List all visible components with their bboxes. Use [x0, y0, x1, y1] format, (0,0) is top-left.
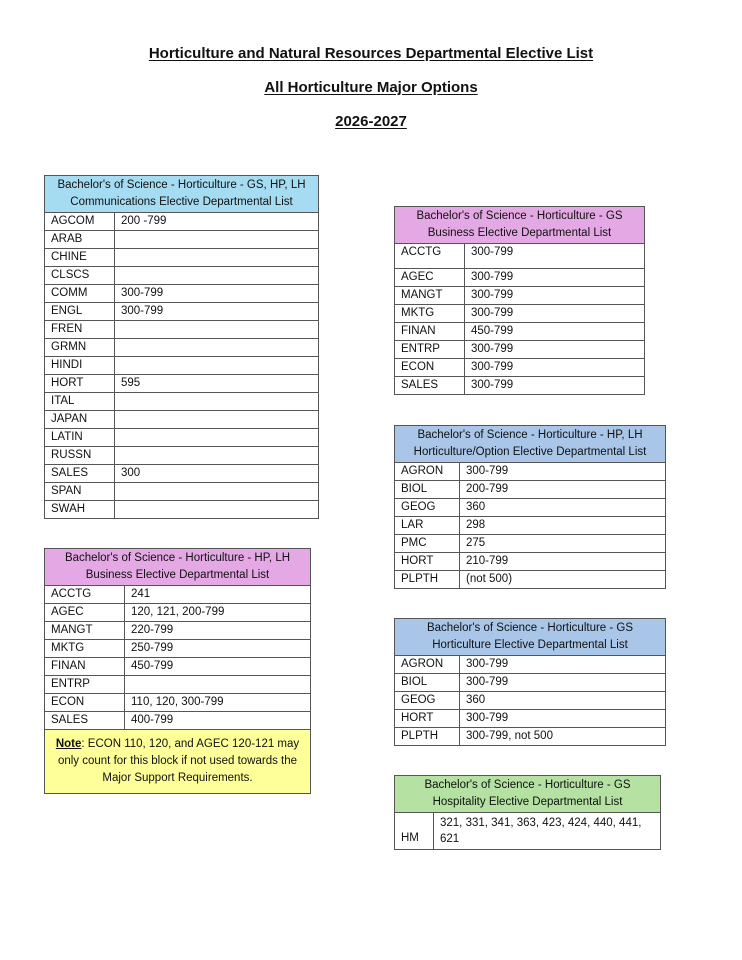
- course-code: AGCOM: [45, 213, 115, 231]
- course-range: 300-799: [465, 269, 645, 287]
- course-code: PMC: [395, 535, 460, 553]
- table-title: [395, 426, 666, 463]
- course-range: (not 500): [460, 571, 666, 589]
- table-row: [395, 710, 666, 728]
- course-code: ACCTG: [45, 586, 125, 604]
- course-code: GEOG: [395, 692, 460, 710]
- table-row: [395, 813, 661, 850]
- page-title: Horticulture and Natural Resources Departmental Elective List: [148, 45, 594, 62]
- course-code: HORT: [395, 553, 460, 571]
- table-row: [395, 571, 666, 589]
- table-title: [45, 176, 319, 213]
- course-code: CLSCS: [45, 267, 115, 285]
- course-code: SALES: [45, 712, 125, 730]
- course-code: PLPTH: [395, 571, 460, 589]
- course-code: SALES: [395, 377, 465, 395]
- table-header: [395, 426, 666, 463]
- course-range: 200 -799: [115, 213, 319, 231]
- course-range: 300-799: [460, 656, 666, 674]
- table-row: [395, 499, 666, 517]
- note: [45, 730, 311, 794]
- academic-year: 2026-2027: [335, 113, 407, 130]
- course-range: [115, 447, 319, 465]
- course-range: [115, 483, 319, 501]
- table-title-line1: Bachelor's of Science - Horticulture - HP, LH: [417, 429, 643, 441]
- course-code: MKTG: [395, 305, 465, 323]
- course-range: [115, 267, 319, 285]
- course-code: MANGT: [395, 287, 465, 305]
- table-row: [45, 658, 311, 676]
- course-code: HORT: [45, 375, 115, 393]
- table-row: [395, 305, 645, 323]
- course-code: PLPTH: [395, 728, 460, 746]
- course-range: 450-799: [465, 323, 645, 341]
- page-subtitle: All Horticulture Major Options: [264, 79, 478, 96]
- course-range: [115, 393, 319, 411]
- course-range: [115, 357, 319, 375]
- table-row: [395, 377, 645, 395]
- course-code: COMM: [45, 285, 115, 303]
- course-range: 250-799: [125, 640, 311, 658]
- business-elective-table-gs: [394, 206, 645, 395]
- table-row: [395, 287, 645, 305]
- table-row: [395, 323, 645, 341]
- table-row: [45, 622, 311, 640]
- table-title-line2: Business Elective Departmental List: [85, 569, 270, 581]
- course-code: FINAN: [395, 323, 465, 341]
- table-row: [45, 676, 311, 694]
- table-row: [395, 656, 666, 674]
- course-code: BIOL: [395, 674, 460, 692]
- table-row: [45, 375, 319, 393]
- course-code: LATIN: [45, 429, 115, 447]
- table-row: [45, 357, 319, 375]
- course-code: ECON: [45, 694, 125, 712]
- course-range: 300-799: [465, 341, 645, 359]
- table-row: [45, 393, 319, 411]
- course-range: 210-799: [460, 553, 666, 571]
- course-range: [115, 249, 319, 267]
- course-range: 300-799: [460, 710, 666, 728]
- table-title-line2: Horticulture Elective Departmental List: [432, 639, 628, 651]
- course-code: CHINE: [45, 249, 115, 267]
- course-range: [115, 321, 319, 339]
- table-row: [45, 231, 319, 249]
- note-row: [45, 730, 311, 794]
- course-range: 300-799: [460, 674, 666, 692]
- table-row: [395, 481, 666, 499]
- course-code: SPAN: [45, 483, 115, 501]
- table-row: [45, 321, 319, 339]
- table-title: [395, 776, 661, 813]
- course-code: ARAB: [45, 231, 115, 249]
- course-range: 300-799: [115, 285, 319, 303]
- table-title-line1: Bachelor's of Science - Horticulture - GS: [416, 210, 623, 222]
- table-title-line2: Hospitality Elective Departmental List: [432, 796, 623, 808]
- table-row: [45, 339, 319, 357]
- table-header: [395, 619, 666, 656]
- business-elective-table-hp-lh: [44, 548, 311, 794]
- course-range: [115, 429, 319, 447]
- table-header: [395, 776, 661, 813]
- course-range: 275: [460, 535, 666, 553]
- table-title-line1: Bachelor's of Science - Horticulture - GS, HP, LH: [57, 179, 306, 191]
- course-range: 110, 120, 300-799: [125, 694, 311, 712]
- course-code: ENTRP: [45, 676, 125, 694]
- course-range: 200-799: [460, 481, 666, 499]
- note-text: : ECON 110, 120, and AGEC 120-121 may only count for this block if not used towards the Major Support Requirements.: [57, 738, 300, 784]
- course-code: HORT: [395, 710, 460, 728]
- table-row: [395, 269, 645, 287]
- horticulture-elective-table-gs: [394, 618, 666, 746]
- course-code: ENTRP: [395, 341, 465, 359]
- table-title-line2: Business Elective Departmental List: [427, 227, 612, 239]
- course-range: 120, 121, 200-799: [125, 604, 311, 622]
- course-range: 300-799: [465, 305, 645, 323]
- table-row: [45, 604, 311, 622]
- table-title: [395, 207, 645, 244]
- course-range: 360: [460, 692, 666, 710]
- table-row: [395, 463, 666, 481]
- course-code: ECON: [395, 359, 465, 377]
- course-code: MANGT: [45, 622, 125, 640]
- course-range: 300: [115, 465, 319, 483]
- table-title-line1: Bachelor's of Science - Horticulture - HP, LH: [64, 552, 291, 564]
- table-row: [45, 285, 319, 303]
- course-code: HM: [395, 813, 434, 850]
- table-row: [45, 213, 319, 231]
- table-row: [45, 267, 319, 285]
- table-row: [395, 244, 645, 269]
- course-range: [115, 501, 319, 519]
- table-row: [45, 694, 311, 712]
- course-code: AGEC: [45, 604, 125, 622]
- table-row: [395, 535, 666, 553]
- table-row: [45, 447, 319, 465]
- course-code: AGEC: [395, 269, 465, 287]
- course-code: AGRON: [395, 656, 460, 674]
- course-code: SALES: [45, 465, 115, 483]
- table-row: [45, 640, 311, 658]
- table-row: [45, 501, 319, 519]
- table-row: [45, 483, 319, 501]
- note-lead: Note: [55, 738, 82, 750]
- course-range: 300-799, not 500: [460, 728, 666, 746]
- table-row: [45, 465, 319, 483]
- table-header: [45, 176, 319, 213]
- course-code: GRMN: [45, 339, 115, 357]
- table-row: [45, 411, 319, 429]
- course-range: [115, 339, 319, 357]
- course-range: 300-799: [465, 377, 645, 395]
- course-range: 300-799: [460, 463, 666, 481]
- table-header: [395, 207, 645, 244]
- course-range: [115, 411, 319, 429]
- course-code: GEOG: [395, 499, 460, 517]
- table-row: [45, 429, 319, 447]
- course-code: LAR: [395, 517, 460, 535]
- course-code: ENGL: [45, 303, 115, 321]
- table-title-line1: Bachelor's of Science - Horticulture - GS: [424, 779, 631, 791]
- course-code: BIOL: [395, 481, 460, 499]
- table-title: [45, 549, 311, 586]
- course-range: 360: [460, 499, 666, 517]
- course-code: MKTG: [45, 640, 125, 658]
- table-header: [45, 549, 311, 586]
- table-title-line2: Horticulture/Option Elective Departmental List: [413, 446, 647, 458]
- course-range: 450-799: [125, 658, 311, 676]
- course-range: 321, 331, 341, 363, 423, 424, 440, 441, 621: [434, 813, 661, 850]
- course-range: [125, 676, 311, 694]
- course-range: 400-799: [125, 712, 311, 730]
- table-row: [395, 553, 666, 571]
- table-row: [395, 517, 666, 535]
- course-range: 300-799: [465, 359, 645, 377]
- course-code: JAPAN: [45, 411, 115, 429]
- course-range: 300-799: [465, 287, 645, 305]
- table-row: [395, 674, 666, 692]
- course-range: 241: [125, 586, 311, 604]
- table-row: [395, 692, 666, 710]
- table-row: [45, 303, 319, 321]
- course-range: [115, 231, 319, 249]
- course-code: ITAL: [45, 393, 115, 411]
- horticulture-option-elective-table-hp-lh: [394, 425, 666, 589]
- course-range: 220-799: [125, 622, 311, 640]
- course-code: FREN: [45, 321, 115, 339]
- table-row: [45, 586, 311, 604]
- table-row: [395, 359, 645, 377]
- course-range: 595: [115, 375, 319, 393]
- table-row: [395, 728, 666, 746]
- communications-elective-table: [44, 175, 319, 519]
- course-code: AGRON: [395, 463, 460, 481]
- course-code: SWAH: [45, 501, 115, 519]
- hospitality-elective-table-gs: [394, 775, 661, 850]
- course-code: HINDI: [45, 357, 115, 375]
- table-title-line2: Communications Elective Departmental List: [70, 196, 293, 208]
- course-code: FINAN: [45, 658, 125, 676]
- table-row: [45, 249, 319, 267]
- table-row: [45, 712, 311, 730]
- course-range: 300-799: [115, 303, 319, 321]
- course-range: 300-799: [465, 244, 645, 269]
- course-code: RUSSN: [45, 447, 115, 465]
- table-row: [395, 341, 645, 359]
- course-code: ACCTG: [395, 244, 465, 269]
- course-range: 298: [460, 517, 666, 535]
- table-title-line1: Bachelor's of Science - Horticulture - GS: [426, 622, 634, 634]
- table-title: [395, 619, 666, 656]
